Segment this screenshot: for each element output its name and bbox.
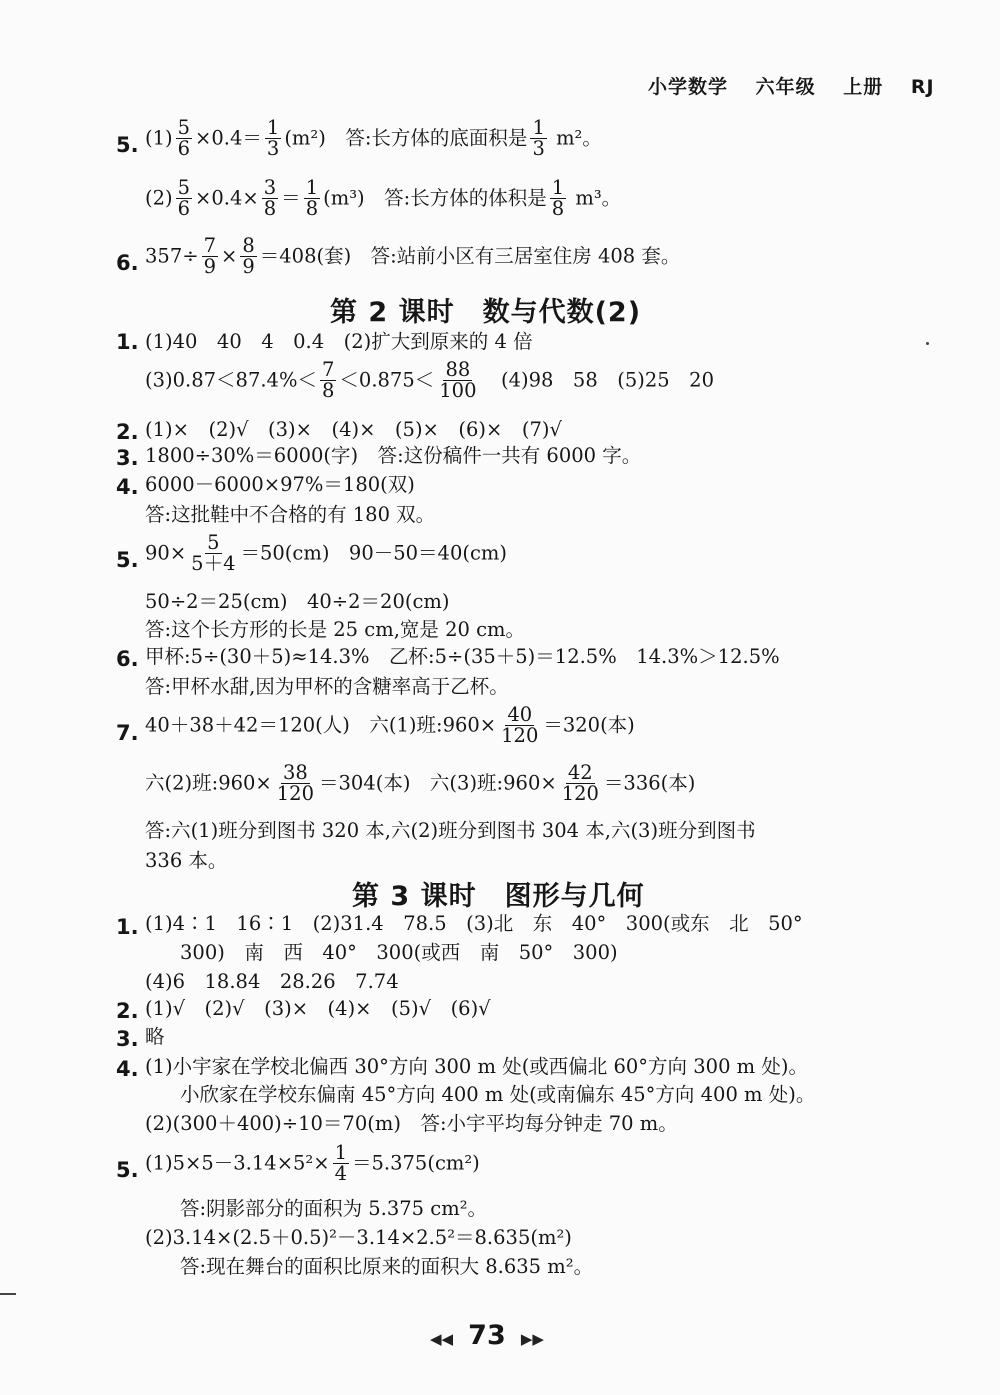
answer-line: (1)√ (2)√ (3)× (4)× (5)√ (6)√ xyxy=(145,997,491,1020)
answer-line: 小欣家在学校东偏南 45°方向 400 m 处(或南偏东 45°方向 400 m 处)。 xyxy=(180,1083,816,1106)
right-arrows-icon: ▶▶ xyxy=(520,1330,544,1348)
question-number: 2. xyxy=(116,420,139,444)
answer-line: (1)40 40 4 0.4 (2)扩大到原来的 4 倍 xyxy=(145,330,533,353)
question-number: 6. xyxy=(116,251,139,275)
answer-line: 90× $\frac{5}{5+4}$ ＝50(cm) 90－50＝40(cm) xyxy=(145,531,507,576)
answer-line: 1800÷30%＝6000(字) 答:这份稿件一共有 6000 字。 xyxy=(145,444,642,467)
question-number: 3. xyxy=(116,446,139,470)
answer-line: (1)5×5－3.14×5²× $\frac{1}{4}$ ＝5.375(cm²) xyxy=(145,1141,480,1186)
answer-line: (1)× (2)√ (3)× (4)× (5)× (6)× (7)√ xyxy=(145,418,562,441)
question-number: 1. xyxy=(116,330,139,354)
question-number: 4. xyxy=(116,1057,139,1081)
answer-line: (1)4∶1 16∶1 (2)31.4 78.5 (3)北 东 40° 300(或东 北 50° xyxy=(145,912,803,935)
answer-line: 甲杯:5÷(30＋5)≈14.3% 乙杯:5÷(35＋5)＝12.5% 14.3%＞12.5% xyxy=(145,645,780,668)
answer-line: (1) $\frac{5}{6}$ ×0.4＝ $\frac{1}{3}$ (m²) 答:长方体的底面积是 $\frac{1}{3}$ m²。 xyxy=(145,116,602,161)
left-arrows-icon: ◀◀ xyxy=(430,1330,454,1348)
page-number: 73 xyxy=(468,1320,506,1351)
answer-line: (3)0.87＜87.4%＜ $\frac{7}{8}$ ＜0.875＜ $\frac{88}{100}$ (4)98 58 (5)25 20 xyxy=(145,358,714,403)
section-title: 第 2 课时 数与代数(2) xyxy=(330,297,642,328)
answer-line: 六(2)班:960× $\frac{38}{120}$ ＝304(本) 六(3)班:960× $\frac{42}{120}$ ＝336(本) xyxy=(145,761,696,806)
answer-line: 答:六(1)班分到图书 320 本,六(2)班分到图书 304 本,六(3)班分到图书 xyxy=(145,819,756,842)
answer-line: 357÷ $\frac{7}{9}$ × $\frac{8}{9}$ ＝408(套) 答:站前小区有三居室住房 408 套。 xyxy=(145,234,681,279)
question-number: 1. xyxy=(116,915,139,939)
question-number: 5. xyxy=(116,133,139,157)
header-edition: RJ xyxy=(910,76,935,98)
answer-line: 答:现在舞台的面积比原来的面积大 8.635 m²。 xyxy=(180,1255,594,1278)
question-number: 4. xyxy=(116,475,139,499)
question-number: 3. xyxy=(116,1027,139,1051)
scan-dot xyxy=(926,342,929,345)
answer-line: 答:阴影部分的面积为 5.375 cm²。 xyxy=(180,1197,488,1220)
section-title: 第 3 课时 图形与几何 xyxy=(352,881,645,912)
scan-mark xyxy=(0,1293,16,1295)
header-subject: 小学数学 xyxy=(648,76,729,98)
page-header xyxy=(648,72,949,99)
question-number: 7. xyxy=(116,721,139,745)
answer-line: 略 xyxy=(145,1025,165,1048)
answer-line: 50÷2＝25(cm) 40÷2＝20(cm) xyxy=(145,590,450,613)
question-number: 5. xyxy=(116,1158,139,1182)
question-number: 6. xyxy=(116,647,139,671)
answer-line: 答:这批鞋中不合格的有 180 双。 xyxy=(145,503,436,526)
question-number: 5. xyxy=(116,548,139,572)
answer-line: (2)3.14×(2.5＋0.5)²－3.14×2.5²＝8.635(m²) xyxy=(145,1226,572,1249)
answer-line: 6000－6000×97%＝180(双) xyxy=(145,473,415,496)
answer-line: 40＋38＋42＝120(人) 六(1)班:960× $\frac{40}{120}$ ＝320(本) xyxy=(145,703,635,748)
answer-line: (2) $\frac{5}{6}$ ×0.4× $\frac{3}{8}$ ＝ $\frac{1}{8}$ (m³) 答:长方体的体积是 $\frac{1}{8}$ m³。 xyxy=(145,176,622,221)
header-grade: 六年级 xyxy=(755,76,816,98)
question-number: 2. xyxy=(116,999,139,1023)
answer-line: (4)6 18.84 28.26 7.74 xyxy=(145,970,399,993)
header-volume: 上册 xyxy=(843,76,884,98)
page-number-footer xyxy=(430,1320,544,1351)
answer-line: 300) 南 西 40° 300(或西 南 50° 300) xyxy=(180,941,618,964)
answer-line: (2)(300＋400)÷10＝70(m) 答:小宇平均每分钟走 70 m。 xyxy=(145,1112,678,1135)
answer-line: (1)小宇家在学校北偏西 30°方向 300 m 处(或西偏北 60°方向 300 m 处)。 xyxy=(145,1055,808,1078)
answer-line: 答:这个长方形的长是 25 cm,宽是 20 cm。 xyxy=(145,618,526,641)
answer-line: 336 本。 xyxy=(145,849,228,872)
answer-line: 答:甲杯水甜,因为甲杯的含糖率高于乙杯。 xyxy=(145,675,509,698)
